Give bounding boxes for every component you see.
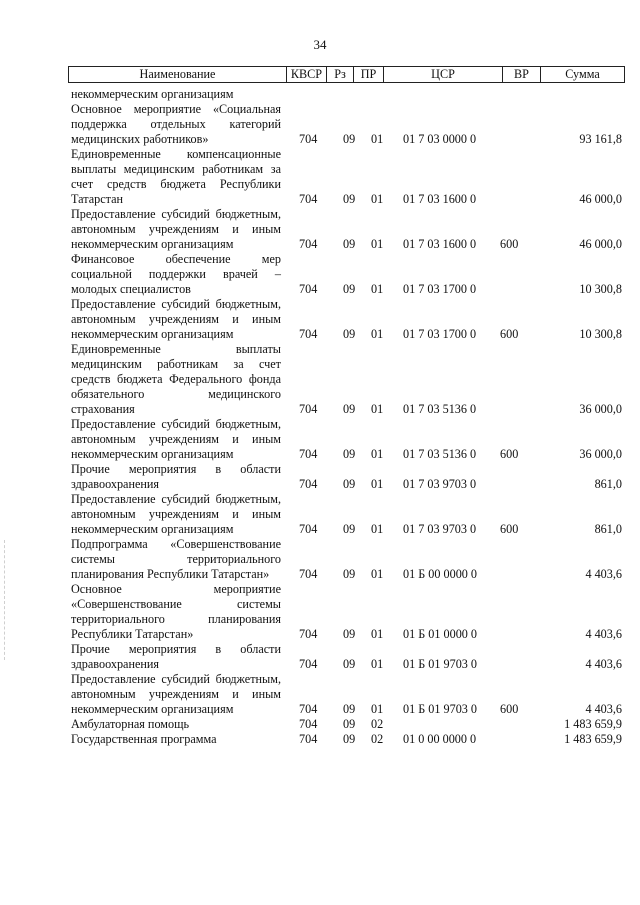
table-row xyxy=(0,537,640,582)
row-name: Предоставление субсидий бюджетным, автономным учреждениям и иным некоммерческим организациям xyxy=(71,672,281,716)
row-pr: 01 xyxy=(371,567,384,581)
row-csr: 01 Б 01 0000 0 xyxy=(403,627,478,641)
row-name: Единовременные выплаты медицинским работникам за счет средств бюджета Федерального фонда обязательного медицинского страхования xyxy=(71,342,281,416)
row-rz: 09 xyxy=(343,282,356,296)
row-kvsr: 704 xyxy=(299,327,318,341)
row-name: Предоставление субсидий бюджетным, автономным учреждениям и иным некоммерческим организациям xyxy=(71,492,281,536)
table-row xyxy=(0,732,640,747)
row-sum: 46 000,0 xyxy=(579,192,622,206)
row-rz: 09 xyxy=(343,732,356,746)
row-pr: 01 xyxy=(371,657,384,671)
row-kvsr: 704 xyxy=(299,402,318,416)
table-header xyxy=(68,66,625,83)
header-rz: Рз xyxy=(326,67,353,82)
row-vr: 600 xyxy=(500,237,519,251)
row-sum: 4 403,6 xyxy=(585,627,622,641)
table-row xyxy=(0,582,640,642)
row-pr: 01 xyxy=(371,702,384,716)
row-pr: 01 xyxy=(371,282,384,296)
row-rz: 09 xyxy=(343,477,356,491)
row-kvsr: 704 xyxy=(299,567,318,581)
row-sum: 1 483 659,9 xyxy=(564,732,622,746)
row-name: Основное мероприятие «Социальная поддержка отдельных категорий медицинских работников» xyxy=(71,102,281,146)
row-rz: 09 xyxy=(343,702,356,716)
header-pr: ПР xyxy=(353,67,383,82)
row-name: Предоставление субсидий бюджетным, автономным учреждениям и иным некоммерческим организациям xyxy=(71,297,281,341)
row-csr: 01 7 03 1700 0 xyxy=(403,282,477,296)
table-row xyxy=(0,672,640,717)
table-row xyxy=(0,492,640,537)
row-rz: 09 xyxy=(343,237,356,251)
row-sum: 36 000,0 xyxy=(579,447,622,461)
row-name: Подпрограмма «Совершенствование системы территориального планирования Республики Татарстан» xyxy=(71,537,281,581)
table-row xyxy=(0,717,640,732)
header-kvsr: КВСР xyxy=(286,67,326,82)
table-row xyxy=(0,417,640,462)
row-pr: 01 xyxy=(371,237,384,251)
row-vr: 600 xyxy=(500,447,519,461)
row-csr: 01 7 03 1700 0 xyxy=(403,327,477,341)
row-pr: 01 xyxy=(371,627,384,641)
row-rz: 09 xyxy=(343,132,356,146)
row-sum: 10 300,8 xyxy=(579,282,622,296)
row-kvsr: 704 xyxy=(299,522,318,536)
row-csr: 01 Б 01 9703 0 xyxy=(403,702,478,716)
table-row xyxy=(0,147,640,207)
table-row xyxy=(0,462,640,492)
header-name: Наименование xyxy=(139,67,216,81)
row-kvsr: 704 xyxy=(299,702,318,716)
row-name: некоммерческим организациям xyxy=(71,87,234,101)
row-csr: 01 Б 01 9703 0 xyxy=(403,657,478,671)
table-row xyxy=(0,87,640,102)
header-vr: ВР xyxy=(502,67,540,82)
row-rz: 09 xyxy=(343,522,356,536)
row-vr: 600 xyxy=(500,327,519,341)
row-sum: 861,0 xyxy=(594,522,622,536)
row-kvsr: 704 xyxy=(299,282,318,296)
row-rz: 09 xyxy=(343,567,356,581)
row-sum: 4 403,6 xyxy=(585,657,622,671)
table-body xyxy=(0,87,640,747)
row-name: Предоставление субсидий бюджетным, автономным учреждениям и иным некоммерческим организациям xyxy=(71,207,281,251)
page-number: 34 xyxy=(313,37,327,52)
row-kvsr: 704 xyxy=(299,237,318,251)
row-csr: 01 Б 00 0000 0 xyxy=(403,567,478,581)
row-sum: 4 403,6 xyxy=(585,702,622,716)
row-kvsr: 704 xyxy=(299,447,318,461)
row-pr: 01 xyxy=(371,132,384,146)
row-vr: 600 xyxy=(500,522,519,536)
row-rz: 09 xyxy=(343,657,356,671)
row-sum: 10 300,8 xyxy=(579,327,622,341)
row-name: Прочие мероприятия в области здравоохранения xyxy=(71,462,281,491)
row-kvsr: 704 xyxy=(299,657,318,671)
row-rz: 09 xyxy=(343,627,356,641)
row-name: Основное мероприятие «Совершенствование системы территориального планирования Республики Татарстан» xyxy=(71,582,281,641)
table-row xyxy=(0,207,640,252)
table-row xyxy=(0,297,640,342)
row-kvsr: 704 xyxy=(299,717,318,731)
row-name: Предоставление субсидий бюджетным, автономным учреждениям и иным некоммерческим организациям xyxy=(71,417,281,461)
row-kvsr: 704 xyxy=(299,732,318,746)
scan-fold-mark xyxy=(4,540,7,660)
row-rz: 09 xyxy=(343,192,356,206)
row-sum: 36 000,0 xyxy=(579,402,622,416)
row-kvsr: 704 xyxy=(299,477,318,491)
row-pr: 01 xyxy=(371,192,384,206)
header-csr: ЦСР xyxy=(383,67,502,82)
header-sum: Сумма xyxy=(540,67,624,82)
row-kvsr: 704 xyxy=(299,192,318,206)
row-pr: 02 xyxy=(371,732,384,746)
row-csr: 01 7 03 1600 0 xyxy=(403,237,477,251)
row-csr: 01 7 03 1600 0 xyxy=(403,192,477,206)
row-pr: 01 xyxy=(371,522,384,536)
row-name: Единовременные компенсационные выплаты медицинским работникам за счет средств бюджета Республики Татарстан xyxy=(71,147,281,206)
row-pr: 01 xyxy=(371,402,384,416)
row-kvsr: 704 xyxy=(299,627,318,641)
row-csr: 01 7 03 5136 0 xyxy=(403,447,477,461)
row-pr: 01 xyxy=(371,327,384,341)
row-csr: 01 7 03 5136 0 xyxy=(403,402,477,416)
table-row xyxy=(0,342,640,417)
row-sum: 1 483 659,9 xyxy=(564,717,622,731)
row-sum: 4 403,6 xyxy=(585,567,622,581)
row-kvsr: 704 xyxy=(299,132,318,146)
row-sum: 46 000,0 xyxy=(579,237,622,251)
row-name: Финансовое обеспечение мер социальной поддержки врачей – молодых специалистов xyxy=(71,252,281,296)
row-rz: 09 xyxy=(343,327,356,341)
row-name: Государственная программа xyxy=(71,732,217,746)
row-csr: 01 7 03 9703 0 xyxy=(403,522,477,536)
row-csr: 01 7 03 9703 0 xyxy=(403,477,477,491)
row-pr: 01 xyxy=(371,447,384,461)
row-pr: 02 xyxy=(371,717,384,731)
row-rz: 09 xyxy=(343,447,356,461)
row-rz: 09 xyxy=(343,402,356,416)
row-vr: 600 xyxy=(500,702,519,716)
table-row xyxy=(0,642,640,672)
row-sum: 861,0 xyxy=(594,477,622,491)
row-sum: 93 161,8 xyxy=(579,132,622,146)
table-row xyxy=(0,102,640,147)
row-rz: 09 xyxy=(343,717,356,731)
row-csr: 01 7 03 0000 0 xyxy=(403,132,477,146)
row-csr: 01 0 00 0000 0 xyxy=(403,732,477,746)
row-pr: 01 xyxy=(371,477,384,491)
row-name: Амбулаторная помощь xyxy=(71,717,190,731)
table-row xyxy=(0,252,640,297)
row-name: Прочие мероприятия в области здравоохранения xyxy=(71,642,281,671)
